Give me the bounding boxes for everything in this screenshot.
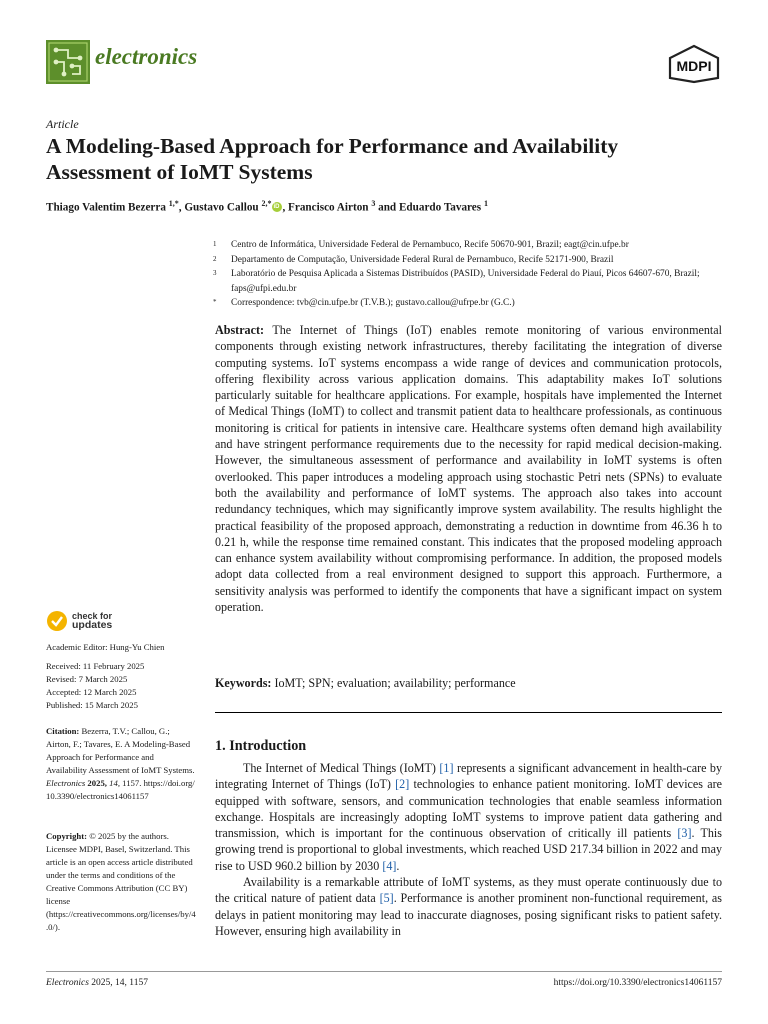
correspondence-text: Correspondence: tvb@cin.ufpe.br (T.V.B.); gustavo.callou@ufrpe.br (G.C.) <box>231 298 515 308</box>
text-run: . Performance is another prominent non-functional requirement, as delays in patient monitoring may lead to inaccurate diagnoses, posing significant risks to patient safety. However, ensuring high availability in <box>215 891 722 938</box>
affiliation-marker: 2 <box>213 254 217 263</box>
article-type: Article <box>46 117 79 131</box>
citation-link[interactable]: [4] <box>382 858 397 873</box>
paragraph <box>215 760 722 874</box>
affiliation-text: Departamento de Computação, Universidade Federal Rural de Pernambuco, Recife 52171-900, Brazil <box>231 254 614 265</box>
affiliation-text: Laboratório de Pesquisa Aplicada a Sistemas Distribuídos (PASID), Universidade Federal do Piauí, Picos 64607-670, Brazil; faps@ufpi.edu.br <box>231 269 700 294</box>
affiliation-marker: * <box>213 298 217 306</box>
author-affiliation-marker: 1 <box>483 199 488 208</box>
paper-title: A Modeling-Based Approach for Performance and Availability Assessment of IoMT Systems <box>46 134 619 184</box>
citation-text: Bezerra, T.V.; Callou, G.; Airton, F.; Tavares, E. A Modeling-Based Approach for Performance and Availability Assessment of IoMT Systems. <box>46 726 195 775</box>
affiliation-marker: 1 <box>213 240 217 248</box>
publication-dates <box>46 660 196 712</box>
section-heading: 1. Introduction <box>215 738 307 754</box>
author-affiliation-marker: 3 <box>371 199 376 208</box>
affiliation-item <box>213 253 723 268</box>
footer-journal: Electronics <box>46 978 89 988</box>
citation-link[interactable]: [5] <box>379 891 394 906</box>
keywords-label: Keywords: <box>215 676 272 690</box>
keywords-text: IoMT; SPN; evaluation; availability; performance <box>274 676 516 690</box>
check-for-updates-button[interactable] <box>46 610 112 632</box>
copyright-text: © 2025 by the authors. Licensee MDPI, Basel, Switzerland. This article is an open access article distributed under the terms and conditions of the Creative Commons Attribution (CC BY) license (https://creativecommons.org/licenses/by/4.0/). <box>46 831 196 932</box>
affiliation-item <box>213 238 723 253</box>
author-list: Thiago Valentim Bezerra $^{1,*}$, Gustavo Callou $^{2,*}$iD , Francisco Airton $^3$ and Eduardo Tavares $^1$ <box>46 199 726 214</box>
footer-year-volume: 2025, 14, 1157 <box>91 978 148 988</box>
citation-link[interactable]: [1] <box>439 761 454 775</box>
check-updates-line1: check for <box>72 610 113 621</box>
text-run: . <box>396 858 400 873</box>
citation-link[interactable]: [3] <box>677 826 692 841</box>
footer-doi-link[interactable]: https://doi.org/10.3390/electronics14061157 <box>553 978 722 988</box>
author-name: Francisco Airton <box>288 201 369 214</box>
affiliation-marker: 3 <box>213 269 217 277</box>
abstract <box>215 322 722 615</box>
published-date: Published: 15 March 2025 <box>46 700 138 710</box>
author-affiliation-marker: 1,* <box>168 199 179 208</box>
text-run: The Internet of Medical Things (IoMT) <box>243 761 440 775</box>
check-updates-icon <box>46 610 68 632</box>
academic-editor: Academic Editor: Hung-Yu Chien <box>46 642 165 652</box>
revised-date: Revised: 7 March 2025 <box>46 674 128 684</box>
citation-journal: Electronics <box>46 778 86 788</box>
citation-label: Citation: <box>46 726 80 736</box>
text-run: Availability is a remarkable attribute of IoMT systems, as they must operate continuously due to the critical nature of patient data <box>215 875 722 906</box>
journal-logo-icon <box>46 40 90 84</box>
footer-divider <box>46 971 722 972</box>
copyright-block <box>46 830 196 934</box>
svg-text:MDPI: MDPI <box>676 58 712 74</box>
citation-link[interactable]: [2] <box>395 777 410 792</box>
check-updates-line2: updates <box>72 619 113 631</box>
paragraph <box>215 874 722 939</box>
mdpi-logo-icon <box>666 44 722 84</box>
citation-block <box>46 725 196 803</box>
affiliations <box>213 238 723 311</box>
text-run: represents a significant advancement in health-care by integrating Internet of Things (IoT) <box>215 761 723 792</box>
journal-name: electronics <box>95 44 198 69</box>
author-affiliation-marker: 2,* <box>261 199 272 208</box>
author-name: Eduardo Tavares <box>398 201 482 214</box>
citation-volume: 14, <box>109 778 120 788</box>
text-run: . This growing trend is proportional to global investments, which reached USD 217.34 billion in 2022 and may rise to USD 960.2 billion by 2030 <box>215 826 722 873</box>
accepted-date: Accepted: 12 March 2025 <box>46 687 137 697</box>
text-run: technologies to enhance patient monitoring. IoMT devices are equipped with software, sensors, and communication technologies that enable seamless information exchange. Hospitals are increasingly adopting IoMT systems to improve patient data gathering and transmission, which is important for the continuous observation of critically ill patients <box>215 777 723 841</box>
keywords <box>215 676 722 691</box>
abstract-label: Abstract: <box>215 323 265 337</box>
orcid-icon[interactable] <box>272 202 282 212</box>
copyright-label: Copyright: <box>46 831 88 841</box>
author-name: Gustavo Callou <box>184 201 259 214</box>
affiliation-item <box>213 296 723 311</box>
affiliation-text: Centro de Informática, Universidade Federal de Pernambuco, Recife 50670-901, Brazil; eagt@cin.ufpe.br <box>231 240 629 250</box>
introduction-body <box>215 760 722 939</box>
citation-doi-link[interactable]: 1157. https://doi.org/10.3390/electronics14061157 <box>46 778 195 801</box>
footer-citation <box>46 978 148 988</box>
affiliation-item <box>213 267 723 296</box>
citation-year: 2025, <box>87 778 107 788</box>
received-date: Received: 11 February 2025 <box>46 661 145 671</box>
section-divider <box>215 712 722 713</box>
author-name: Thiago Valentim Bezerra <box>46 201 166 214</box>
abstract-text: The Internet of Things (IoT) enables remote monitoring of various environmental components through existing network infrastructures, thereby facilitating the integration of diverse computing systems. IoT systems encompass a wide range of devices and communication protocols, offering flexibility across various application domains. This adaptability makes IoT solutions particularly suitable for healthcare applications. For example, hospitals have implemented the Internet of Medical Things (IoMT) to collect and transmit patient data to healthcare professionals, as continuous monitoring is critical for patients in intensive care. Healthcare systems often demand high availability and have stringent performance requirements due to the necessity for rapid medical decision-making. However, the simultaneous assessment of performance and availability in IoMT systems is often overlooked. This paper introduces a modeling approach using stochastic Petri nets (SPNs) to evaluate both the availability and performance of IoMT systems. The approach also takes into account redundancy techniques, which may significantly improve system availability. The results highlight the practical feasibility of the proposed approach, demonstrating a reduction in downtime from 46.36 h to 0.21 h, while the response time remained constant. This indicates that the proposed modeling approach can enhance system availability without compromising performance. In addition, the proposed models adopt data collected from a real environment designed to support this approach. Furthermore, a sensitivity analysis was performed to identify the components that have a significant impact on system operation. <box>215 323 722 615</box>
